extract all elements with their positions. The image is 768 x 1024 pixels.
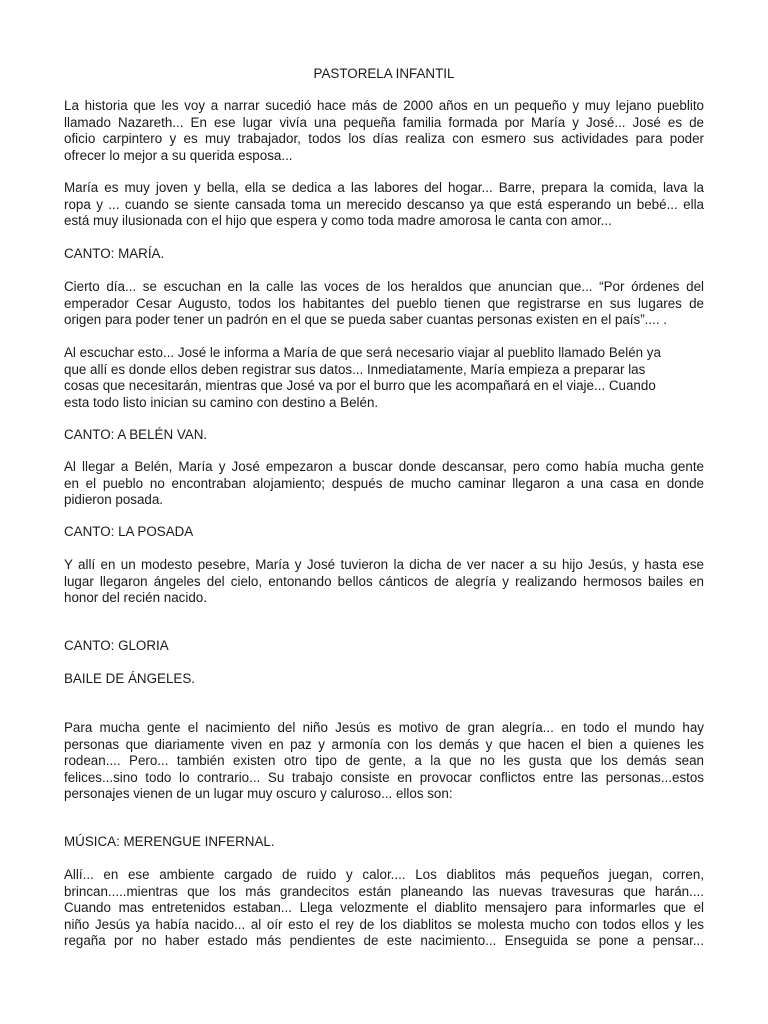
paragraph-intro <box>64 98 704 164</box>
section-heading: CANTO: MARÍA. <box>64 246 165 261</box>
section-heading: MÚSICA: MERENGUE INFERNAL. <box>64 834 275 849</box>
paragraph-diablitos-intro <box>64 720 704 803</box>
text-line: oficio carpintero y es muy trabajador, todos los días realiza con esmero sus actividades para poder <box>64 131 704 147</box>
text-line: Al escuchar esto... José le informa a María de que será necesario viajar al pueblito llamado Belén ya <box>64 345 661 360</box>
text-line: ofrecer lo mejor a su querida esposa... <box>64 147 293 163</box>
text-line: que allí es donde ellos deben registrar sus datos... Inmediatamente, María empieza a preparar las <box>64 361 646 377</box>
section-heading: CANTO: A BELÉN VAN. <box>64 427 208 442</box>
text-line: en el pueblo no encontraban alojamiento; después de mucho caminar llegaron a una casa en donde <box>64 475 704 491</box>
heading-canto-gloria <box>64 638 704 655</box>
text-line: niño Jesús ya había nacido... al oír esto el rey de los diablitos se molesta mucho con todos ellos y les <box>64 916 704 932</box>
text-line: Al llegar a Belén, María y José empezaron a buscar donde descansar, pero como había mucha gente <box>64 459 704 474</box>
text-line: está muy ilusionada con el hijo que espera y como toda madre amorosa le canta con amor... <box>64 213 612 229</box>
section-heading: CANTO: GLORIA <box>64 638 169 653</box>
heading-canto-belen <box>64 427 704 444</box>
text-line: honor del recién nacido. <box>64 590 207 606</box>
text-line: origen para poder tener un padrón en el que se pueda saber cuantas personas existen en el país”.... . <box>64 312 667 328</box>
text-line: Cuando mas entretenidos estaban... Llega velozmente el diablito mensajero para informarles que el <box>64 900 704 916</box>
text-line: María es muy joven y bella, ella se dedica a las labores del hogar... Barre, prepara la comida, lava la <box>64 180 704 195</box>
heading-musica-merengue <box>64 834 704 851</box>
section-heading: BAILE DE ÁNGELES. <box>64 671 195 686</box>
text-line: esta todo listo inician su camino con destino a Belén. <box>64 394 379 410</box>
text-line: personajes vienen de un lugar muy oscuro y caluroso... ellos son: <box>64 786 453 802</box>
text-line: Allí... en ese ambiente cargado de ruido y calor.... Los diablitos más pequeños juegan, corren, <box>64 867 704 882</box>
text-line: La historia que les voy a narrar sucedió hace más de 2000 años en un pequeño y muy lejano pueblito <box>64 98 704 113</box>
paragraph-viaje <box>64 345 704 411</box>
heading-canto-maria <box>64 246 704 263</box>
document-title: PASTORELA INFANTIL <box>313 66 455 81</box>
text-line: Para mucha gente el nacimiento del niño Jesús es motivo de gran alegría... en todo el mundo hay <box>64 720 704 735</box>
text-line: Y allí en un modesto pesebre, María y José tuvieron la dicha de ver nacer a su hijo Jesús, y hasta ese <box>64 557 704 572</box>
text-line: llamado Nazareth... En ese lugar vivía una pequeña familia formada por María y José... José es de <box>64 114 704 130</box>
text-line: ropa y ... cuando se siente cansada toma un merecido descanso ya que está esperando un bebé... ella <box>64 196 704 212</box>
paragraph-diablitos <box>64 867 704 950</box>
section-heading: CANTO: LA POSADA <box>64 524 194 539</box>
text-line: brincan.....mientras que los más grandecitos están planeando las nuevas travesuras que harán.... <box>64 883 704 899</box>
text-line: emperador Cesar Augusto, todos los habitantes del pueblo tienen que registrarse en sus lugares de <box>64 295 704 311</box>
text-line: cosas que necesitarán, mientras que José va por el burro que les acompañará en el viaje... Cuando <box>64 378 656 394</box>
paragraph-maria <box>64 180 704 230</box>
text-line: lugar llegaron ángeles del cielo, entonando bellos cánticos de alegría y realizando hermosos bailes en <box>64 573 704 589</box>
text-line: felices...sino todo lo contrario... Su trabajo consiste en provocar conflictos entre las personas...estos <box>64 769 704 785</box>
paragraph-heraldos <box>64 279 704 329</box>
heading-baile-angeles <box>64 671 704 688</box>
text-line: pidieron posada. <box>64 492 164 508</box>
heading-canto-posada <box>64 524 704 541</box>
paragraph-posada <box>64 459 704 509</box>
text-line: personas que diariamente viven en paz y armonía con los demás y que hacen el bien a quienes les <box>64 736 704 752</box>
text-line: regaña por no haber estado más pendientes de este nacimiento... Enseguida se pone a pensar... <box>64 933 704 949</box>
text-line: Cierto día... se escuchan en la calle las voces de los heraldos que anuncian que... “Por órdenes del <box>64 279 704 294</box>
text-line: rodean.... Pero... también existen otro tipo de gente, a la que no les gusta que los demás sean <box>64 753 704 769</box>
paragraph-pesebre <box>64 557 704 607</box>
